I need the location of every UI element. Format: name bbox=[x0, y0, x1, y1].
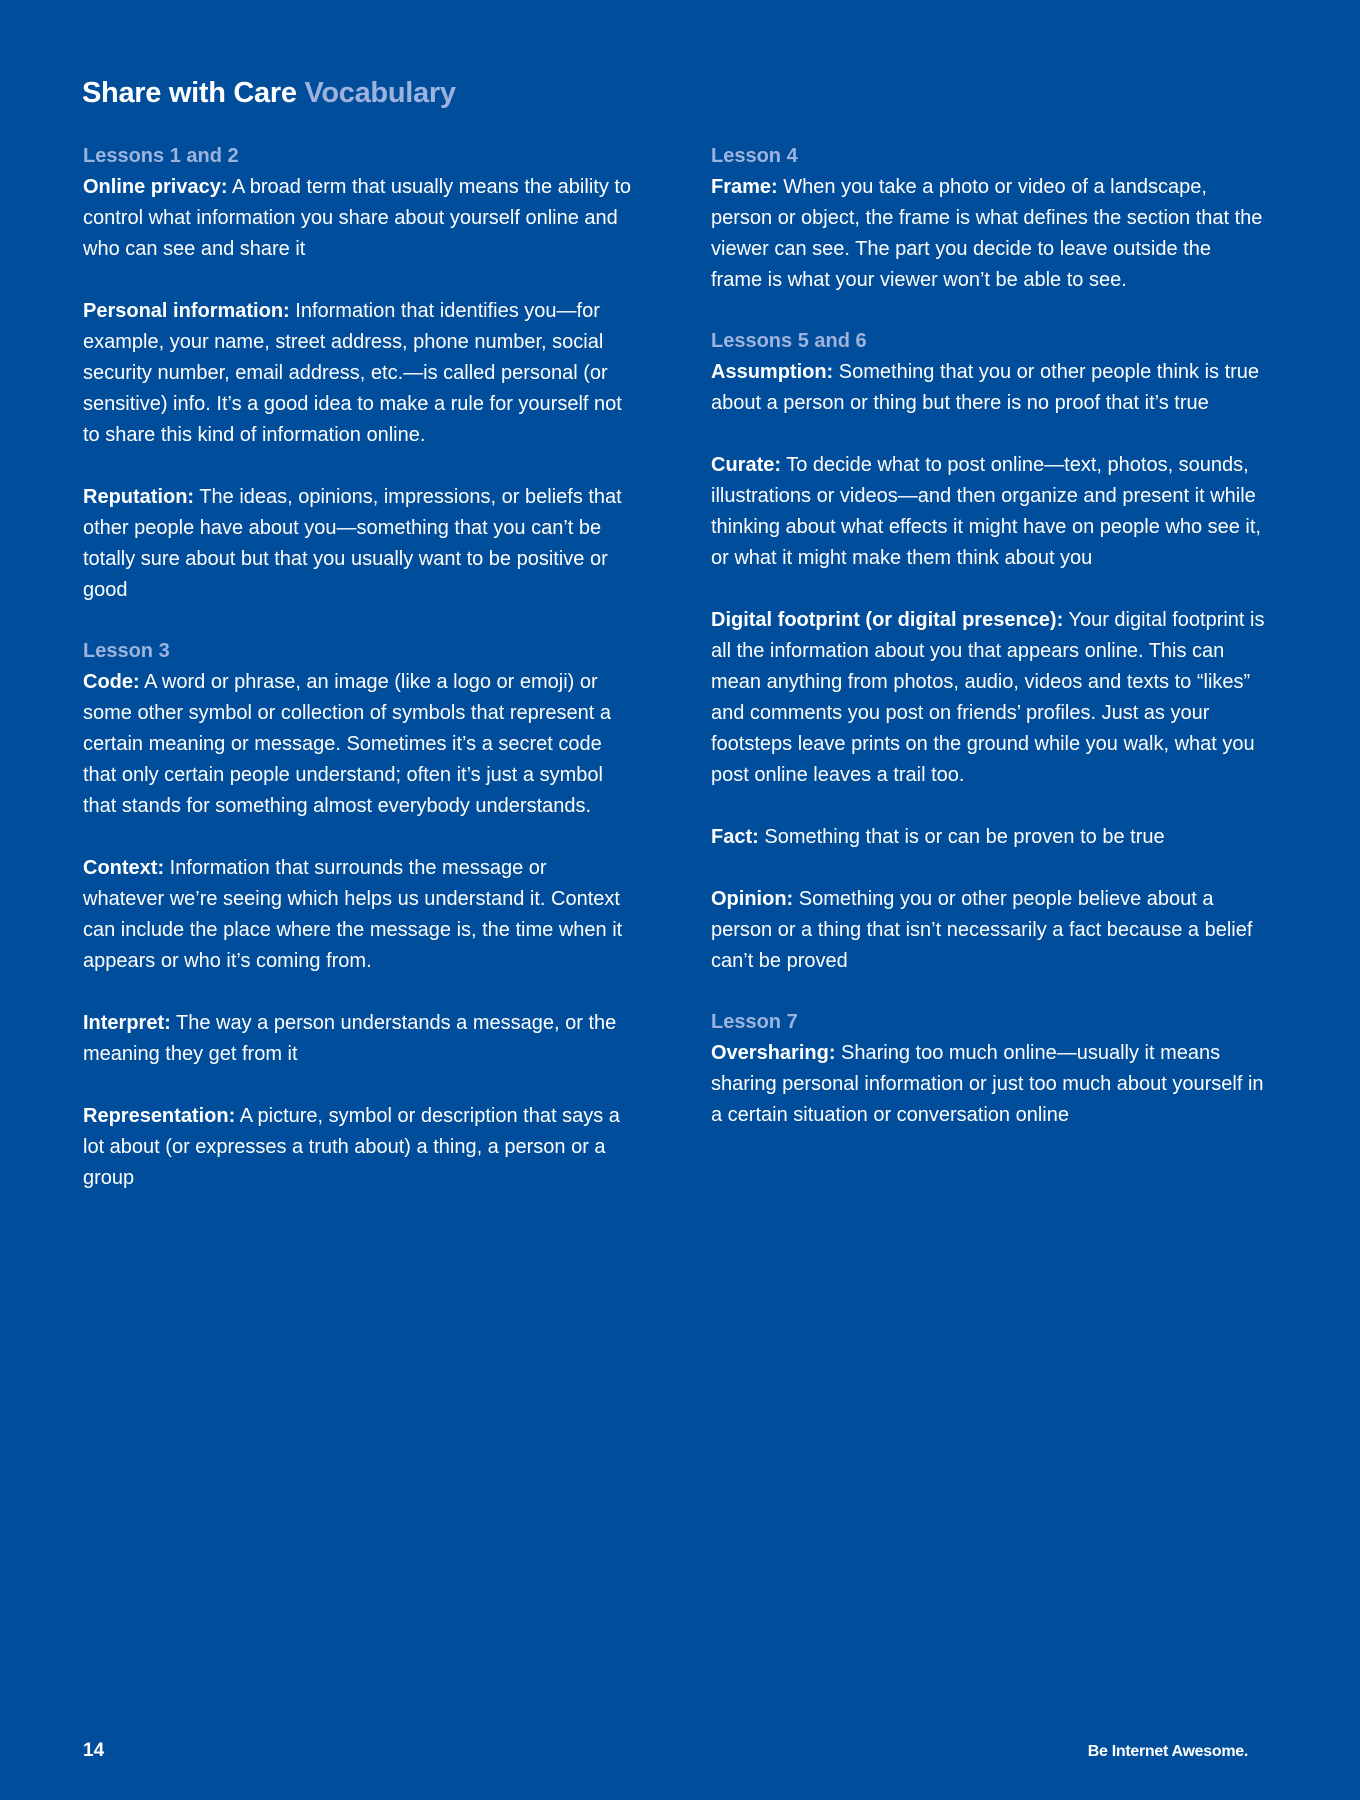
term-digital-footprint bbox=[711, 605, 1266, 791]
term-curate bbox=[711, 450, 1266, 574]
term-definition: A picture, symbol or description that says a lot about (or expresses a truth about) a thing, a person or a group bbox=[83, 1105, 620, 1189]
term-representation bbox=[83, 1101, 633, 1194]
term-definition: Something you or other people believe about a person or a thing that isn’t necessarily a fact because a belief can’t be proved bbox=[711, 888, 1253, 972]
term-context bbox=[83, 853, 633, 977]
left-column bbox=[83, 141, 633, 1194]
term-word: Frame: bbox=[711, 176, 778, 198]
term-word: Representation: bbox=[83, 1105, 236, 1127]
lesson-heading: Lesson 3 bbox=[83, 640, 170, 662]
term-opinion bbox=[711, 884, 1266, 977]
term-frame bbox=[711, 172, 1266, 296]
term-definition: A word or phrase, an image (like a logo or emoji) or some other symbol or collection of symbols that represent a certain meaning or message. Sometimes it’s a secret code that only certain people understand; often it’s just a symbol that stands for something almost everybody understands. bbox=[83, 671, 612, 817]
term-definition: When you take a photo or video of a landscape, person or object, the frame is what defines the section that the viewer can see. The part you decide to leave outside the frame is what your viewer won’t be able to see. bbox=[711, 176, 1263, 291]
term-word: Reputation: bbox=[83, 486, 195, 508]
term-interpret bbox=[83, 1008, 633, 1070]
page-title bbox=[82, 74, 456, 112]
term-word: Interpret: bbox=[83, 1012, 171, 1034]
lesson-heading: Lesson 4 bbox=[711, 145, 798, 167]
term-word: Online privacy: bbox=[83, 176, 228, 198]
term-word: Assumption: bbox=[711, 361, 834, 383]
lesson-heading: Lessons 5 and 6 bbox=[711, 330, 867, 352]
term-code bbox=[83, 667, 633, 822]
term-word: Context: bbox=[83, 857, 165, 879]
right-column bbox=[711, 141, 1266, 1131]
page-number: 14 bbox=[83, 1740, 105, 1761]
term-definition: The ideas, opinions, impressions, or beliefs that other people have about you—something that you can’t be totally sure about but that you usually want to be positive or good bbox=[83, 486, 622, 601]
title-main: Share with Care bbox=[82, 77, 297, 109]
term-definition: Something that you or other people think is true about a person or thing but there is no proof that it’s true bbox=[711, 361, 1260, 414]
term-definition: The way a person understands a message, or the meaning they get from it bbox=[83, 1012, 617, 1065]
term-definition: To decide what to post online—text, photos, sounds, illustrations or videos—and then organize and present it while thinking about what effects it might have on people who see it, or what it might make them think about you bbox=[711, 454, 1261, 569]
term-definition: Sharing too much online—usually it means sharing personal information or just too much about yourself in a certain situation or conversation online bbox=[711, 1042, 1264, 1126]
title-accent: Vocabulary bbox=[304, 77, 456, 109]
lesson-heading: Lessons 1 and 2 bbox=[83, 145, 239, 167]
term-word: Personal information: bbox=[83, 300, 290, 322]
term-word: Oversharing: bbox=[711, 1042, 836, 1064]
term-definition: Something that is or can be proven to be true bbox=[764, 826, 1165, 848]
term-word: Fact: bbox=[711, 826, 759, 848]
term-definition: Information that identifies you—for example, your name, street address, phone number, social security number, email address, etc.—is called personal (or sensitive) info. It’s a good idea to make a rule for yourself not to share this kind of information online. bbox=[83, 300, 622, 446]
term-word: Opinion: bbox=[711, 888, 794, 910]
term-definition: A broad term that usually means the ability to control what information you share about yourself online and who can see and share it bbox=[83, 176, 632, 260]
term-word: Curate: bbox=[711, 454, 782, 476]
brand-wordmark: Be Internet Awesome. bbox=[1087, 1743, 1248, 1760]
term-reputation bbox=[83, 482, 633, 606]
term-fact bbox=[711, 822, 1266, 853]
term-word: Digital footprint (or digital presence): bbox=[711, 609, 1064, 631]
term-word: Code: bbox=[83, 671, 140, 693]
term-definition: Your digital footprint is all the information about you that appears online. This can mean anything from photos, audio, videos and texts to “likes” and comments you post on friends’ profiles. Just as your footsteps leave prints on the ground while you walk, what you post online leaves a trail too. bbox=[711, 609, 1265, 786]
lesson-heading: Lesson 7 bbox=[711, 1011, 798, 1033]
term-assumption bbox=[711, 357, 1266, 419]
term-oversharing bbox=[711, 1038, 1266, 1131]
term-definition: Information that surrounds the message or whatever we’re seeing which helps us understand it. Context can include the place where the message is, the time when it appears or who it’s coming from. bbox=[83, 857, 623, 972]
term-online-privacy bbox=[83, 172, 633, 265]
term-personal-information bbox=[83, 296, 633, 451]
